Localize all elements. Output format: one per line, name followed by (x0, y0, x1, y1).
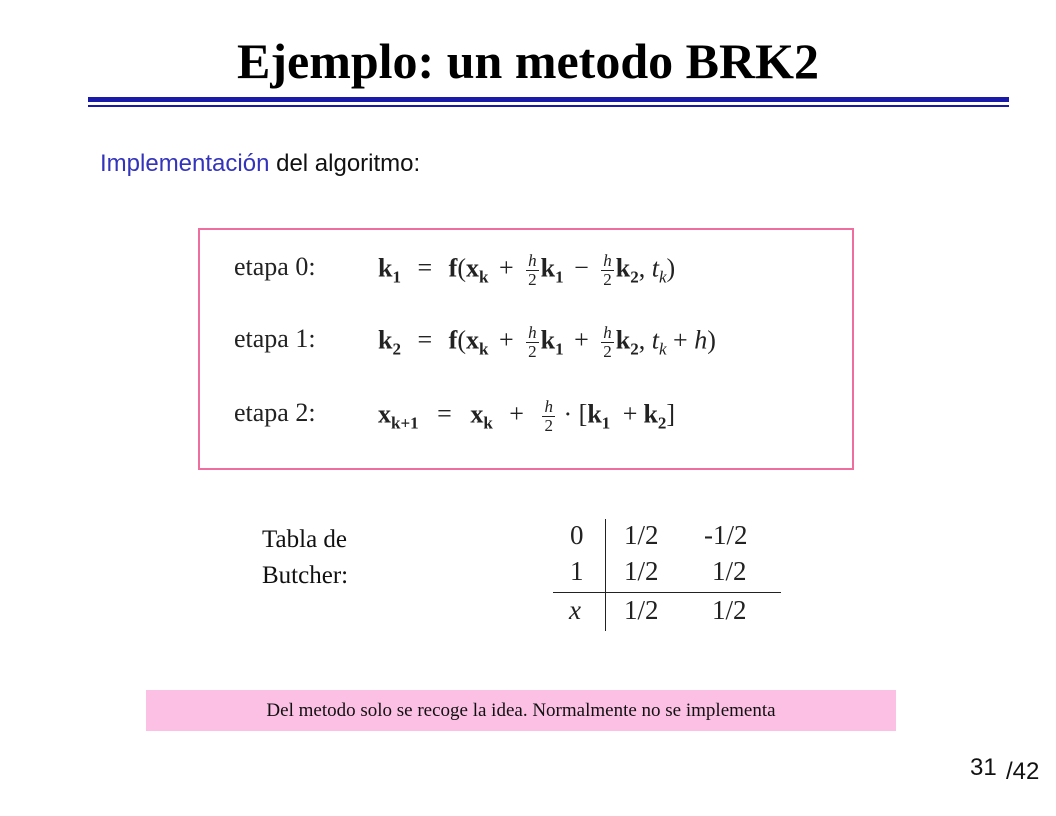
stage2-label: etapa 2: (234, 398, 316, 427)
butcher-bottom-label: x (569, 595, 581, 625)
butcher-b1: 1/2 (624, 595, 659, 625)
butcher-c1: 1 (570, 556, 584, 586)
slide-title: Ejemplo: un metodo BRK2 (237, 33, 819, 89)
page-current: 31 (970, 754, 997, 781)
stage2-equation: $x_{k+1} = x_k$ + $\frac{h}{2}$ · $[k_1 + k_2]$ (378, 397, 676, 435)
butcher-a12: -1/2 (704, 520, 748, 550)
subtitle-highlight: Implementación (100, 150, 270, 177)
subtitle-rest: del algoritmo: (276, 150, 421, 177)
stage1-equation: $k_2 = f(x_k$ + $\frac{h}{2}$ $k_1$ + $\frac{h}{2}$ $k_2$, $t_k + h$) (378, 323, 716, 361)
title-underline-thick (88, 97, 1009, 102)
note-banner (146, 690, 896, 731)
stage0-label: etapa 0: (234, 252, 316, 281)
butcher-a11: 1/2 (624, 520, 659, 550)
butcher-vertical-rule (605, 519, 606, 631)
butcher-horizontal-rule (553, 592, 781, 593)
section-subtitle (100, 148, 420, 180)
butcher-label-line2: Butcher: (262, 562, 349, 589)
stage1-label: etapa 1: (234, 324, 316, 353)
butcher-label-line1: Tabla de (262, 526, 348, 553)
butcher-a22: 1/2 (712, 556, 747, 586)
page-total: /42 (1006, 758, 1040, 785)
butcher-a21: 1/2 (624, 556, 659, 586)
note-text: Del metodo solo se recoge la idea. Normalmente no se implementa (266, 700, 776, 721)
stage0-equation: $k_1 = f(x_k$ + $\frac{h}{2}$ $k_1$ − $\frac{h}{2}$ $k_2$, $t_k$) (378, 251, 676, 289)
butcher-label (262, 522, 348, 594)
butcher-c0: 0 (570, 520, 584, 550)
title-underline-thin (88, 105, 1009, 107)
butcher-b2: 1/2 (712, 595, 747, 625)
